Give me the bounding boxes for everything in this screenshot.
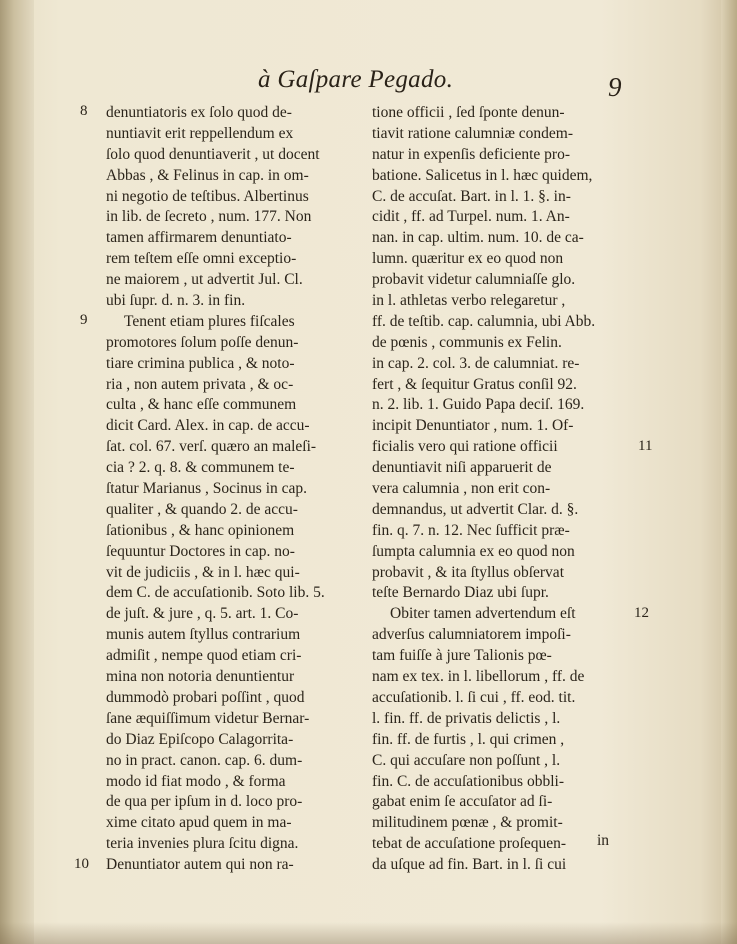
running-head: à Gaſpare Pegado.: [258, 66, 454, 93]
text-line: ſumpta calumnia ex eo quod non: [372, 542, 575, 560]
text-line: ria , non autem privata , & oc-: [106, 375, 294, 393]
text-line: demnandus, ut advertit Clar. d. §.: [372, 500, 579, 518]
text-line: dem C. de accuſationib. Soto lib. 5.: [106, 584, 325, 602]
text-line: do Diaz Epiſcopo Calagorrita-: [106, 730, 294, 748]
margin-number-8: 8: [80, 103, 88, 119]
text-line: dicit Card. Alex. in cap. de accu-: [106, 417, 310, 435]
text-line: n. 2. lib. 1. Guido Papa deciſ. 169.: [372, 396, 585, 414]
text-line: ſationibus , & hanc opinionem: [106, 521, 295, 539]
text-line: lumn. quæritur ex eo quod non: [372, 250, 564, 268]
text-line: admiſit , nempe quod etiam cri-: [106, 647, 302, 665]
margin-number-12: 12: [634, 605, 649, 621]
page-number: 9: [608, 72, 622, 102]
text-line: nuntiavit erit reppellendum ex: [106, 124, 294, 142]
text-line: in cap. 2. col. 3. de calumniat. re-: [372, 354, 580, 372]
text-line: vera calumnia , non erit con-: [372, 480, 551, 498]
text-line: tam fuiſſe à jure Talionis pœ-: [372, 647, 552, 665]
text-line: tiare crimina publica , & noto-: [106, 354, 295, 372]
text-line: denuntiavit niſi apparuerit de: [372, 459, 552, 477]
text-line: natur in expenſis deficiente pro-: [372, 145, 570, 163]
text-line: accuſationib. l. ſi cui , ff. eod. tit.: [372, 688, 576, 706]
text-line: qualiter , & quando 2. de accu-: [106, 500, 298, 518]
text-line: dummodò probari poſſint , quod: [106, 688, 305, 706]
text-line: militudinem pœnæ , & promit-: [372, 814, 563, 832]
text-line: fin. ff. de furtis , l. qui crimen ,: [372, 730, 565, 748]
text-line: nan. in cap. ultim. num. 10. de ca-: [372, 229, 584, 247]
text-line: mina non notoria denuntientur: [106, 668, 295, 686]
text-line: tebat de accuſatione proſequen-: [372, 835, 567, 853]
text-line: Obiter tamen advertendum eſt: [390, 605, 576, 623]
text-line: Tenent etiam plures fiſcales: [124, 312, 295, 330]
text-line: promotores ſolum poſſe denun-: [106, 333, 299, 351]
text-line: de qua per ipſum in d. loco pro-: [106, 793, 303, 811]
text-line: l. fin. ff. de privatis delictis , l.: [372, 709, 561, 727]
text-line: xime citato apud quem in ma-: [106, 814, 292, 832]
margin-number-11: 11: [638, 438, 653, 454]
text-line: fin. q. 7. n. 12. Nec ſufficit præ-: [372, 521, 570, 539]
text-line: fin. C. de accuſationibus obbli-: [372, 772, 564, 790]
text-line: culta , & hanc eſſe communem: [106, 396, 297, 414]
text-line: ne maiorem , ut advertit Jul. Cl.: [106, 271, 303, 289]
text-line: fert , & ſequitur Gratus conſil 92.: [372, 375, 577, 393]
page-shadow: [0, 922, 737, 944]
text-line: C. qui accuſare non poſſunt , l.: [372, 751, 561, 769]
text-line: ficialis vero qui ratione officii: [372, 438, 558, 456]
text-line: gabat enim ſe accuſator ad ſi-: [372, 793, 553, 811]
text-line: ſolo quod denuntiaverit , ut docent: [106, 145, 320, 163]
text-line: ſequuntur Doctores in cap. no-: [106, 542, 295, 560]
binding-gutter: [0, 0, 34, 944]
text-line: cia ? 2. q. 8. & communem te-: [106, 459, 295, 477]
text-line: ff. de teſtib. cap. calumnia, ubi Abb.: [372, 312, 596, 330]
text-line: cidit , ff. ad Turpel. num. 1. An-: [372, 208, 570, 226]
text-line: probavit videtur calumniaſſe glo.: [372, 271, 576, 289]
text-line: munis autem ſtyllus contrarium: [106, 626, 301, 644]
text-line: denuntiatoris ex ſolo quod de-: [106, 104, 292, 121]
text-line: teria invenies plura ſcitu digna.: [106, 835, 299, 853]
text-line: in lib. de ſecreto , num. 177. Non: [106, 208, 312, 226]
text-line: vit de judiciis , & in l. hæc qui-: [106, 563, 300, 581]
margin-number-9: 9: [80, 312, 88, 328]
margin-number-10: 10: [74, 856, 89, 872]
text-line: ubi ſupr. d. n. 3. in fin.: [106, 292, 246, 310]
text-line: tiavit ratione calumniæ condem-: [372, 124, 574, 142]
text-line: ni negotio de teſtibus. Albertinus: [106, 187, 309, 205]
text-line: tione officii , ſed ſponte denun-: [372, 104, 565, 121]
text-line: teſte Bernardo Diaz ubi ſupr.: [372, 584, 549, 602]
text-line: C. de accuſat. Bart. in l. 1. §. in-: [372, 187, 571, 205]
text-line: probavit , & ita ſtyllus obſervat: [372, 563, 564, 581]
text-line: rem teſtem eſſe omni exceptio-: [106, 250, 297, 268]
text-line: de juſt. & jure , q. 5. art. 1. Co-: [106, 605, 299, 623]
text-line: incipit Denuntiator , num. 1. Of-: [372, 417, 574, 435]
page-edge: [721, 0, 737, 944]
text-line: nam ex tex. in l. libellorum , ff. de: [372, 668, 585, 686]
text-line: adverſus calumniatorem impoſi-: [372, 626, 571, 644]
text-line: ſat. col. 67. verſ. quæro an maleſi-: [106, 438, 317, 456]
right-text-column: [372, 103, 626, 876]
text-line: no in pract. canon. cap. 6. dum-: [106, 751, 303, 769]
text-line: batione. Salicetus in l. hæc quidem,: [372, 166, 593, 184]
text-line: Abbas , & Felinus in cap. in om-: [106, 166, 309, 184]
catchword: in: [597, 832, 610, 849]
text-line: da uſque ad fin. Bart. in l. ſi cui: [372, 856, 567, 874]
text-line: modo id fiat modo , & forma: [106, 772, 286, 790]
text-line: ſane æquiſſimum videtur Bernar-: [106, 709, 310, 727]
text-line: ſtatur Marianus , Socinus in cap.: [106, 480, 308, 498]
text-line: Denuntiator autem qui non ra-: [106, 856, 294, 874]
text-line: tamen affirmarem denuntiato-: [106, 229, 292, 247]
text-line: de pœnis , communis ex Felin.: [372, 333, 562, 351]
left-text-column: [106, 103, 360, 876]
text-line: in l. athletas verbo relegaretur ,: [372, 292, 566, 310]
